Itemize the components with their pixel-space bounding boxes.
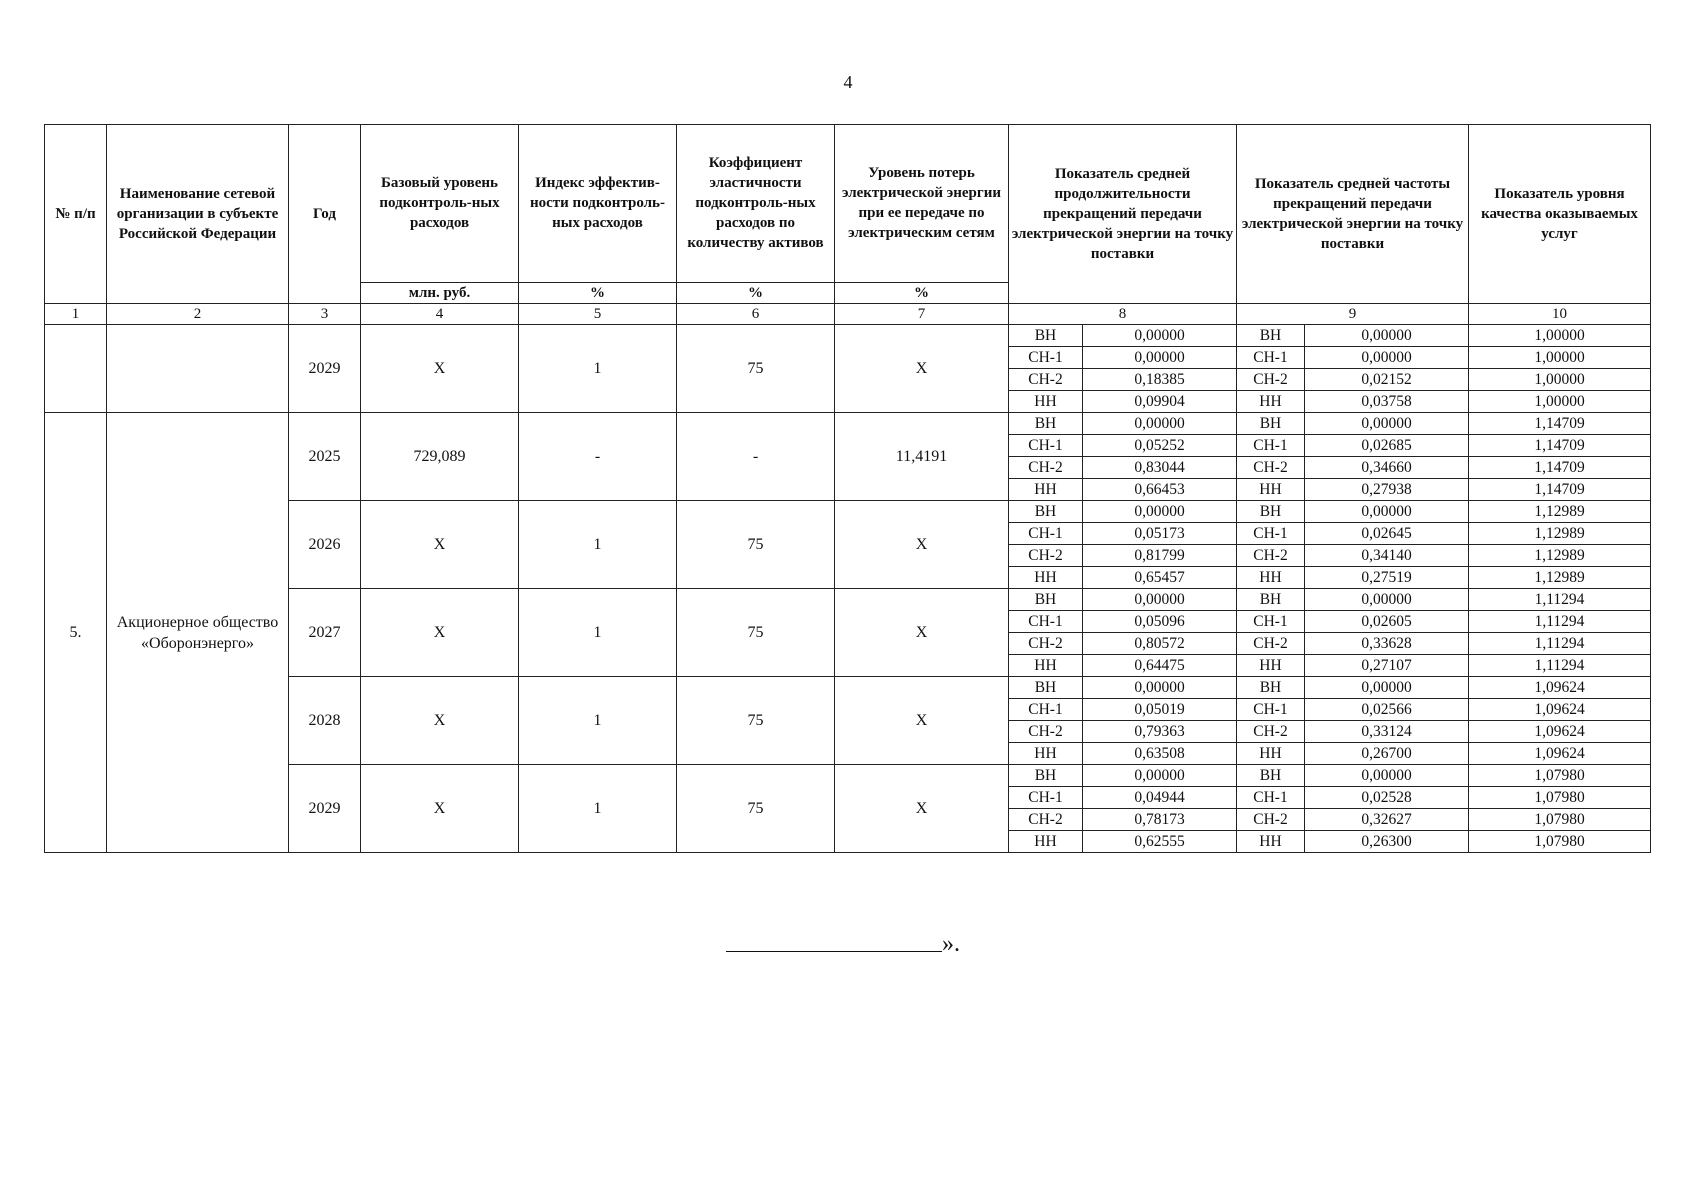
column-number: 7 <box>835 304 1009 325</box>
quality-value: 1,14709 <box>1469 457 1651 479</box>
voltage-label-duration: СН-2 <box>1009 545 1083 567</box>
voltage-label-duration: СН-1 <box>1009 611 1083 633</box>
base-costs-cell: 729,089 <box>361 413 519 501</box>
frequency-value: 0,02528 <box>1305 787 1469 809</box>
quality-value: 1,11294 <box>1469 589 1651 611</box>
voltage-label-frequency: СН-1 <box>1237 523 1305 545</box>
frequency-value: 0,02566 <box>1305 699 1469 721</box>
header-elasticity-coef: Коэффициент эластичности подконтроль-ных расходов по количеству активов <box>677 125 835 283</box>
duration-value: 0,79363 <box>1083 721 1237 743</box>
quality-value: 1,09624 <box>1469 743 1651 765</box>
frequency-value: 0,00000 <box>1305 347 1469 369</box>
year-cell: 2029 <box>289 325 361 413</box>
voltage-label-frequency: ВН <box>1237 677 1305 699</box>
voltage-label-duration: ВН <box>1009 413 1083 435</box>
frequency-value: 0,02645 <box>1305 523 1469 545</box>
loss-level-cell: X <box>835 325 1009 413</box>
voltage-label-duration: НН <box>1009 391 1083 413</box>
frequency-value: 0,00000 <box>1305 325 1469 347</box>
frequency-value: 0,34140 <box>1305 545 1469 567</box>
voltage-label-duration: НН <box>1009 567 1083 589</box>
quality-value: 1,12989 <box>1469 523 1651 545</box>
year-cell: 2028 <box>289 677 361 765</box>
voltage-label-frequency: СН-2 <box>1237 809 1305 831</box>
duration-value: 0,05019 <box>1083 699 1237 721</box>
quality-value: 1,14709 <box>1469 413 1651 435</box>
base-costs-cell: X <box>361 325 519 413</box>
quality-value: 1,09624 <box>1469 721 1651 743</box>
base-costs-cell: X <box>361 589 519 677</box>
duration-value: 0,62555 <box>1083 831 1237 853</box>
header-efficiency-index: Индекс эффектив-ности подконтроль-ных расходов <box>519 125 677 283</box>
duration-value: 0,78173 <box>1083 809 1237 831</box>
duration-value: 0,00000 <box>1083 501 1237 523</box>
elasticity-coef-cell: - <box>677 413 835 501</box>
voltage-label-duration: СН-2 <box>1009 369 1083 391</box>
unit-efficiency-index: % <box>519 282 677 303</box>
frequency-value: 0,32627 <box>1305 809 1469 831</box>
table-row <box>45 413 1651 435</box>
signature-line <box>726 951 942 952</box>
voltage-label-duration: НН <box>1009 743 1083 765</box>
elasticity-coef-cell: 75 <box>677 325 835 413</box>
duration-value: 0,65457 <box>1083 567 1237 589</box>
voltage-label-frequency: ВН <box>1237 765 1305 787</box>
duration-value: 0,09904 <box>1083 391 1237 413</box>
quality-value: 1,00000 <box>1469 347 1651 369</box>
voltage-label-duration: НН <box>1009 831 1083 853</box>
header-year: Год <box>289 125 361 304</box>
quality-value: 1,12989 <box>1469 567 1651 589</box>
frequency-value: 0,33628 <box>1305 633 1469 655</box>
row-number-cell: 5. <box>45 413 107 853</box>
closing-signature <box>726 930 960 958</box>
header-quality-indicator: Показатель уровня качества оказываемых услуг <box>1469 125 1651 304</box>
voltage-label-frequency: НН <box>1237 743 1305 765</box>
efficiency-index-cell: 1 <box>519 765 677 853</box>
elasticity-coef-cell: 75 <box>677 501 835 589</box>
duration-value: 0,18385 <box>1083 369 1237 391</box>
voltage-label-frequency: НН <box>1237 479 1305 501</box>
voltage-label-frequency: НН <box>1237 655 1305 677</box>
efficiency-index-cell: 1 <box>519 677 677 765</box>
column-number: 5 <box>519 304 677 325</box>
frequency-value: 0,02152 <box>1305 369 1469 391</box>
voltage-label-frequency: СН-2 <box>1237 545 1305 567</box>
duration-value: 0,00000 <box>1083 325 1237 347</box>
column-number: 10 <box>1469 304 1651 325</box>
frequency-value: 0,26700 <box>1305 743 1469 765</box>
voltage-label-duration: ВН <box>1009 677 1083 699</box>
voltage-label-duration: СН-1 <box>1009 787 1083 809</box>
quality-value: 1,07980 <box>1469 765 1651 787</box>
duration-value: 0,05096 <box>1083 611 1237 633</box>
voltage-label-frequency: СН-1 <box>1237 699 1305 721</box>
duration-value: 0,00000 <box>1083 677 1237 699</box>
duration-value: 0,00000 <box>1083 589 1237 611</box>
voltage-label-frequency: ВН <box>1237 325 1305 347</box>
year-cell: 2029 <box>289 765 361 853</box>
header-organization: Наименование сетевой организации в субъекте Российской Федерации <box>107 125 289 304</box>
duration-value: 0,00000 <box>1083 347 1237 369</box>
duration-value: 0,05173 <box>1083 523 1237 545</box>
frequency-value: 0,27519 <box>1305 567 1469 589</box>
quality-value: 1,07980 <box>1469 787 1651 809</box>
voltage-label-duration: ВН <box>1009 325 1083 347</box>
frequency-value: 0,02685 <box>1305 435 1469 457</box>
year-cell: 2025 <box>289 413 361 501</box>
voltage-label-duration: НН <box>1009 479 1083 501</box>
efficiency-index-cell: 1 <box>519 501 677 589</box>
frequency-value: 0,00000 <box>1305 501 1469 523</box>
frequency-value: 0,02605 <box>1305 611 1469 633</box>
quality-value: 1,00000 <box>1469 325 1651 347</box>
organization-name: Акционерное общество «Оборонэнерго» <box>107 413 289 853</box>
page-number: 4 <box>843 72 853 92</box>
quality-value: 1,12989 <box>1469 545 1651 567</box>
loss-level-cell: X <box>835 589 1009 677</box>
voltage-label-frequency: ВН <box>1237 413 1305 435</box>
duration-value: 0,64475 <box>1083 655 1237 677</box>
loss-level-cell: X <box>835 677 1009 765</box>
column-number: 6 <box>677 304 835 325</box>
quality-value: 1,00000 <box>1469 369 1651 391</box>
duration-value: 0,00000 <box>1083 413 1237 435</box>
column-number: 4 <box>361 304 519 325</box>
voltage-label-frequency: СН-2 <box>1237 369 1305 391</box>
voltage-label-frequency: НН <box>1237 391 1305 413</box>
voltage-label-duration: СН-2 <box>1009 457 1083 479</box>
quality-value: 1,07980 <box>1469 831 1651 853</box>
column-number: 3 <box>289 304 361 325</box>
efficiency-index-cell: 1 <box>519 589 677 677</box>
voltage-label-frequency: СН-1 <box>1237 435 1305 457</box>
row-number-cell <box>45 325 107 413</box>
quality-value: 1,00000 <box>1469 391 1651 413</box>
header-loss-level: Уровень потерь электрической энергии при ее передаче по электрическим сетям <box>835 125 1009 283</box>
voltage-label-duration: ВН <box>1009 501 1083 523</box>
voltage-label-duration: ВН <box>1009 589 1083 611</box>
voltage-label-duration: НН <box>1009 655 1083 677</box>
duration-value: 0,00000 <box>1083 765 1237 787</box>
frequency-value: 0,03758 <box>1305 391 1469 413</box>
voltage-label-frequency: ВН <box>1237 589 1305 611</box>
header-number: № п/п <box>45 125 107 304</box>
quality-value: 1,09624 <box>1469 699 1651 721</box>
organization-cell <box>107 325 289 413</box>
header-duration-indicator: Показатель средней продолжительности прекращений передачи электрической энергии на точку поставки <box>1009 125 1237 304</box>
duration-value: 0,66453 <box>1083 479 1237 501</box>
elasticity-coef-cell: 75 <box>677 765 835 853</box>
voltage-label-duration: ВН <box>1009 765 1083 787</box>
column-number: 8 <box>1009 304 1237 325</box>
closing-mark: ». <box>942 931 960 957</box>
voltage-label-frequency: СН-2 <box>1237 721 1305 743</box>
quality-value: 1,14709 <box>1469 435 1651 457</box>
voltage-label-duration: СН-1 <box>1009 523 1083 545</box>
efficiency-index-cell: - <box>519 413 677 501</box>
duration-value: 0,81799 <box>1083 545 1237 567</box>
base-costs-cell: X <box>361 765 519 853</box>
voltage-label-duration: СН-1 <box>1009 347 1083 369</box>
column-number: 1 <box>45 304 107 325</box>
base-costs-cell: X <box>361 677 519 765</box>
voltage-label-duration: СН-1 <box>1009 435 1083 457</box>
voltage-label-frequency: СН-1 <box>1237 347 1305 369</box>
quality-value: 1,12989 <box>1469 501 1651 523</box>
loss-level-cell: X <box>835 765 1009 853</box>
voltage-label-duration: СН-1 <box>1009 699 1083 721</box>
year-cell: 2027 <box>289 589 361 677</box>
elasticity-coef-cell: 75 <box>677 677 835 765</box>
column-number: 9 <box>1237 304 1469 325</box>
duration-value: 0,04944 <box>1083 787 1237 809</box>
quality-value: 1,11294 <box>1469 633 1651 655</box>
efficiency-index-cell: 1 <box>519 325 677 413</box>
quality-value: 1,11294 <box>1469 655 1651 677</box>
frequency-value: 0,00000 <box>1305 589 1469 611</box>
voltage-label-frequency: СН-1 <box>1237 787 1305 809</box>
unit-loss-level: % <box>835 282 1009 303</box>
unit-base-costs: млн. руб. <box>361 282 519 303</box>
duration-value: 0,05252 <box>1083 435 1237 457</box>
frequency-value: 0,33124 <box>1305 721 1469 743</box>
header-base-costs: Базовый уровень подконтроль-ных расходов <box>361 125 519 283</box>
voltage-label-frequency: НН <box>1237 831 1305 853</box>
quality-value: 1,11294 <box>1469 611 1651 633</box>
voltage-label-duration: СН-2 <box>1009 721 1083 743</box>
frequency-value: 0,27938 <box>1305 479 1469 501</box>
voltage-label-frequency: СН-2 <box>1237 457 1305 479</box>
voltage-label-frequency: СН-1 <box>1237 611 1305 633</box>
voltage-label-frequency: ВН <box>1237 501 1305 523</box>
quality-value: 1,14709 <box>1469 479 1651 501</box>
base-costs-cell: X <box>361 501 519 589</box>
voltage-label-duration: СН-2 <box>1009 633 1083 655</box>
year-cell: 2026 <box>289 501 361 589</box>
loss-level-cell: X <box>835 501 1009 589</box>
quality-value: 1,07980 <box>1469 809 1651 831</box>
frequency-value: 0,00000 <box>1305 677 1469 699</box>
frequency-value: 0,00000 <box>1305 413 1469 435</box>
duration-value: 0,63508 <box>1083 743 1237 765</box>
table-row <box>45 325 1651 347</box>
duration-value: 0,80572 <box>1083 633 1237 655</box>
quality-value: 1,09624 <box>1469 677 1651 699</box>
header-frequency-indicator: Показатель средней частоты прекращений передачи электрической энергии на точку поставки <box>1237 125 1469 304</box>
elasticity-coef-cell: 75 <box>677 589 835 677</box>
indicators-table <box>44 124 1651 853</box>
table-body <box>45 325 1651 853</box>
loss-level-cell: 11,4191 <box>835 413 1009 501</box>
column-number: 2 <box>107 304 289 325</box>
voltage-label-duration: СН-2 <box>1009 809 1083 831</box>
frequency-value: 0,26300 <box>1305 831 1469 853</box>
duration-value: 0,83044 <box>1083 457 1237 479</box>
frequency-value: 0,27107 <box>1305 655 1469 677</box>
frequency-value: 0,00000 <box>1305 765 1469 787</box>
frequency-value: 0,34660 <box>1305 457 1469 479</box>
voltage-label-frequency: НН <box>1237 567 1305 589</box>
voltage-label-frequency: СН-2 <box>1237 633 1305 655</box>
unit-elasticity-coef: % <box>677 282 835 303</box>
